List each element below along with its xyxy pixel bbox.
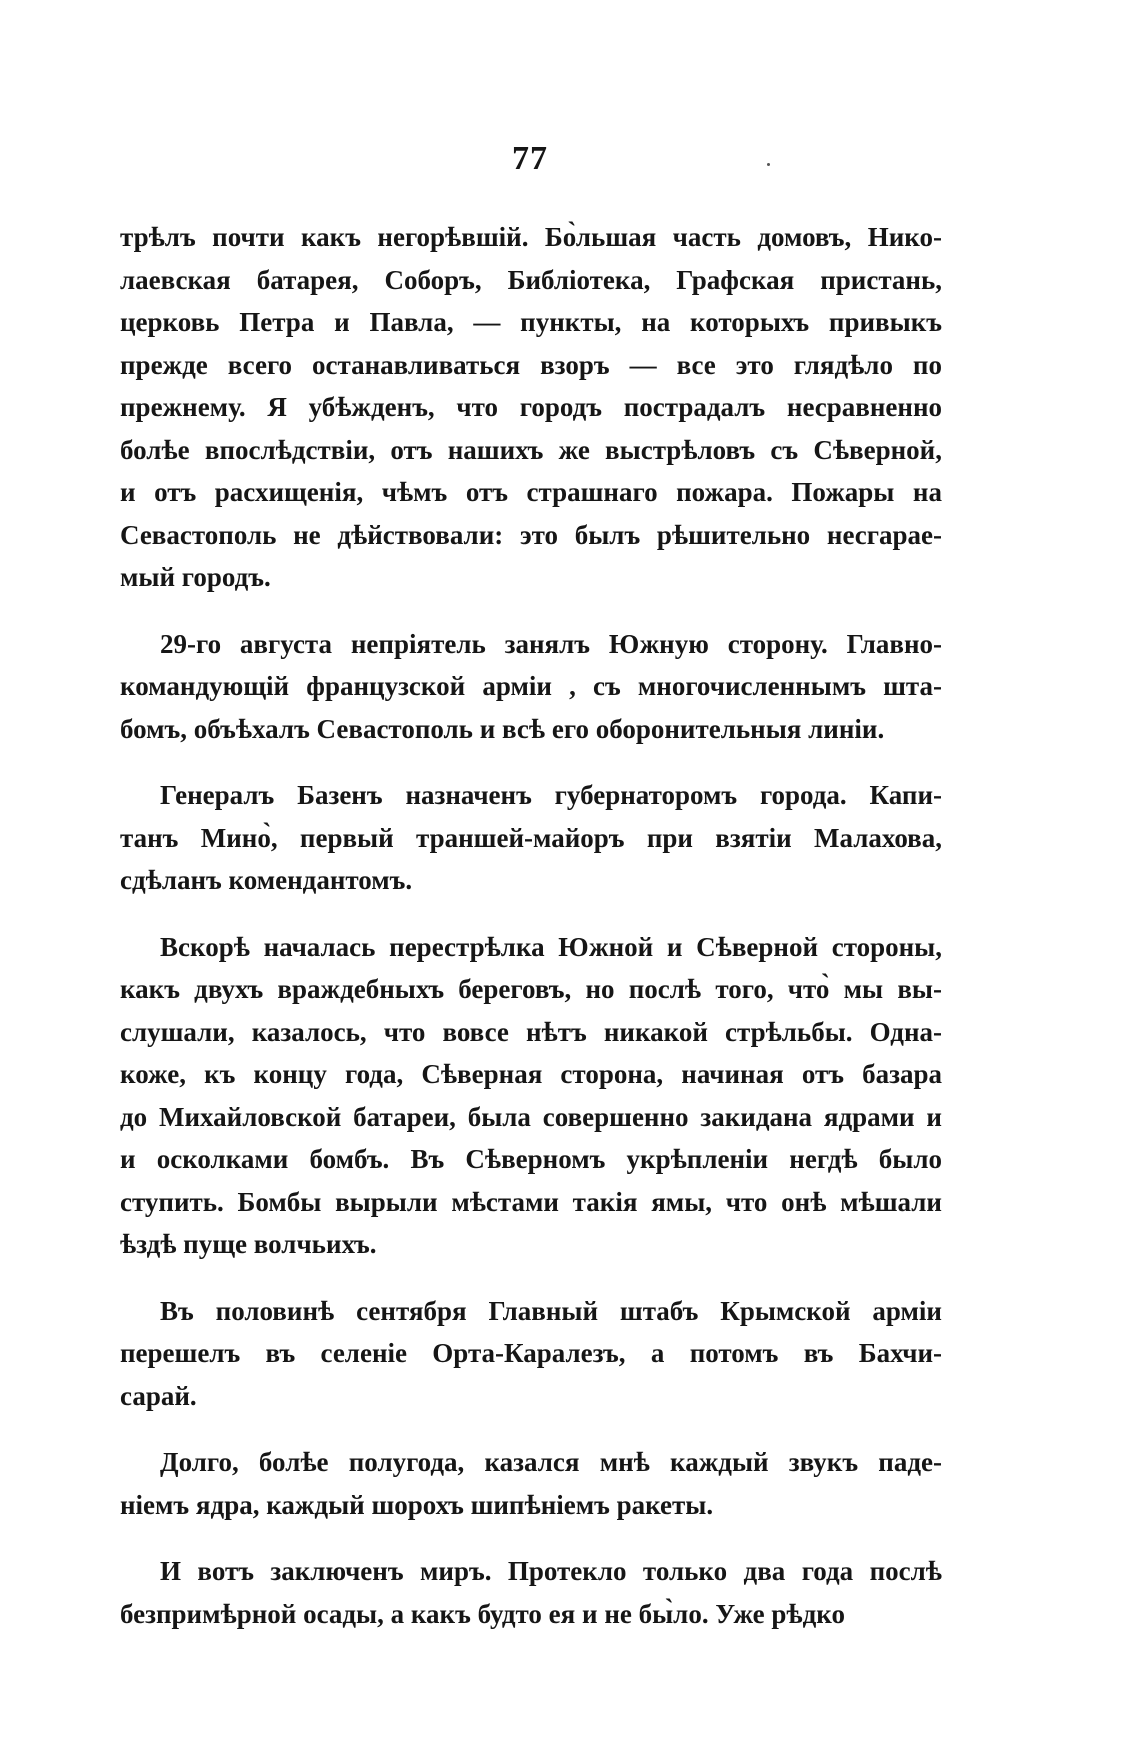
text-line: Долго, болѣе полугода, казался мнѣ каждый звукъ паде-: [160, 1447, 942, 1477]
text-line: и отъ расхищенія, чѣмъ отъ страшнаго пожара. Пожары на: [120, 477, 942, 507]
text-line: церковь Петра и Павла, — пункты, на которыхъ привыкъ: [120, 307, 942, 337]
text-line: прежде всего останавливаться взоръ — все это глядѣло по: [120, 349, 942, 380]
text-line: мый городъ.: [120, 562, 271, 592]
page-number: 77: [512, 140, 548, 177]
text-line: коже, къ концу года, Сѣверная сторона, начиная отъ базара: [120, 1059, 942, 1089]
text-line: командующій французской арміи , съ многочисленнымъ шта-: [120, 671, 942, 701]
text-line: прежнему. Я убѣжденъ, что городъ пострадалъ несравненно: [120, 392, 942, 422]
text-line: ніемъ ядра, каждый шорохъ шипѣніемъ ракеты.: [120, 1489, 714, 1520]
paragraph-gap: [120, 1266, 942, 1290]
text-line: ѣздѣ пуще волчьихъ.: [120, 1229, 377, 1259]
paragraph: [120, 1550, 942, 1635]
paragraph: [120, 623, 942, 751]
body-text: [120, 216, 942, 1635]
paragraph: [120, 1290, 942, 1418]
paragraph: [120, 216, 942, 599]
text-line: болѣе впослѣдствіи, отъ нашихъ же выстрѣловъ съ Сѣверной,: [120, 434, 942, 465]
paragraph: [120, 774, 942, 902]
text-line: лаевская батарея, Соборъ, Библіотека, Графская пристань,: [120, 264, 942, 295]
paragraph-gap: [120, 599, 942, 623]
text-line: какъ двухъ враждебныхъ береговъ, но послѣ того, что̀ мы вы-: [120, 974, 942, 1004]
text-line: трѣлъ почти какъ негорѣвшій. Бо̀льшая часть домовъ, Нико-: [120, 222, 942, 252]
text-line: 29-го августа непріятель занялъ Южную сторону. Главно-: [160, 628, 942, 659]
text-line: танъ Мино̀, первый траншей-майоръ при взятіи Малахова,: [120, 822, 942, 853]
text-line: Севастополь не дѣйствовали: это былъ рѣшительно несгарае-: [120, 519, 942, 550]
paragraph-gap: [120, 1417, 942, 1441]
text-line: сарай.: [120, 1380, 197, 1411]
text-line: Вскорѣ началась перестрѣлка Южной и Сѣверной стороны,: [160, 931, 942, 962]
paragraph-gap: [120, 902, 942, 926]
text-line: до Михайловской батареи, была совершенно закидана ядрами и: [120, 1101, 942, 1132]
text-line: И вотъ заключенъ миръ. Протекло только два года послѣ: [160, 1556, 942, 1586]
text-line: Генералъ Базенъ назначенъ губернаторомъ города. Капи-: [160, 780, 942, 810]
text-line: ступить. Бомбы вырыли мѣстами такія ямы, что онѣ мѣшали: [120, 1186, 942, 1217]
text-line: и осколками бомбъ. Въ Сѣверномъ укрѣпленіи негдѣ было: [120, 1144, 942, 1174]
paragraph: [120, 1441, 942, 1526]
text-line: бомъ, объѣхалъ Севастополь и всѣ его оборонительныя линіи.: [120, 713, 885, 744]
text-line: слушали, казалось, что вовсе нѣтъ никакой стрѣльбы. Одна-: [120, 1016, 942, 1047]
paragraph: [120, 926, 942, 1266]
text-line: безпримѣрной осады, а какъ будто ея и не бы̀ло. Уже рѣдко: [120, 1598, 845, 1629]
paragraph-gap: [120, 750, 942, 774]
paragraph-gap: [120, 1526, 942, 1550]
text-line: Въ половинѣ сентября Главный штабъ Крымской арміи: [160, 1295, 942, 1326]
text-line: сдѣланъ комендантомъ.: [120, 865, 413, 895]
text-line: перешелъ въ селеніе Орта-Каралезъ, а потомъ въ Бахчи-: [120, 1338, 942, 1368]
print-speck: [767, 163, 770, 166]
